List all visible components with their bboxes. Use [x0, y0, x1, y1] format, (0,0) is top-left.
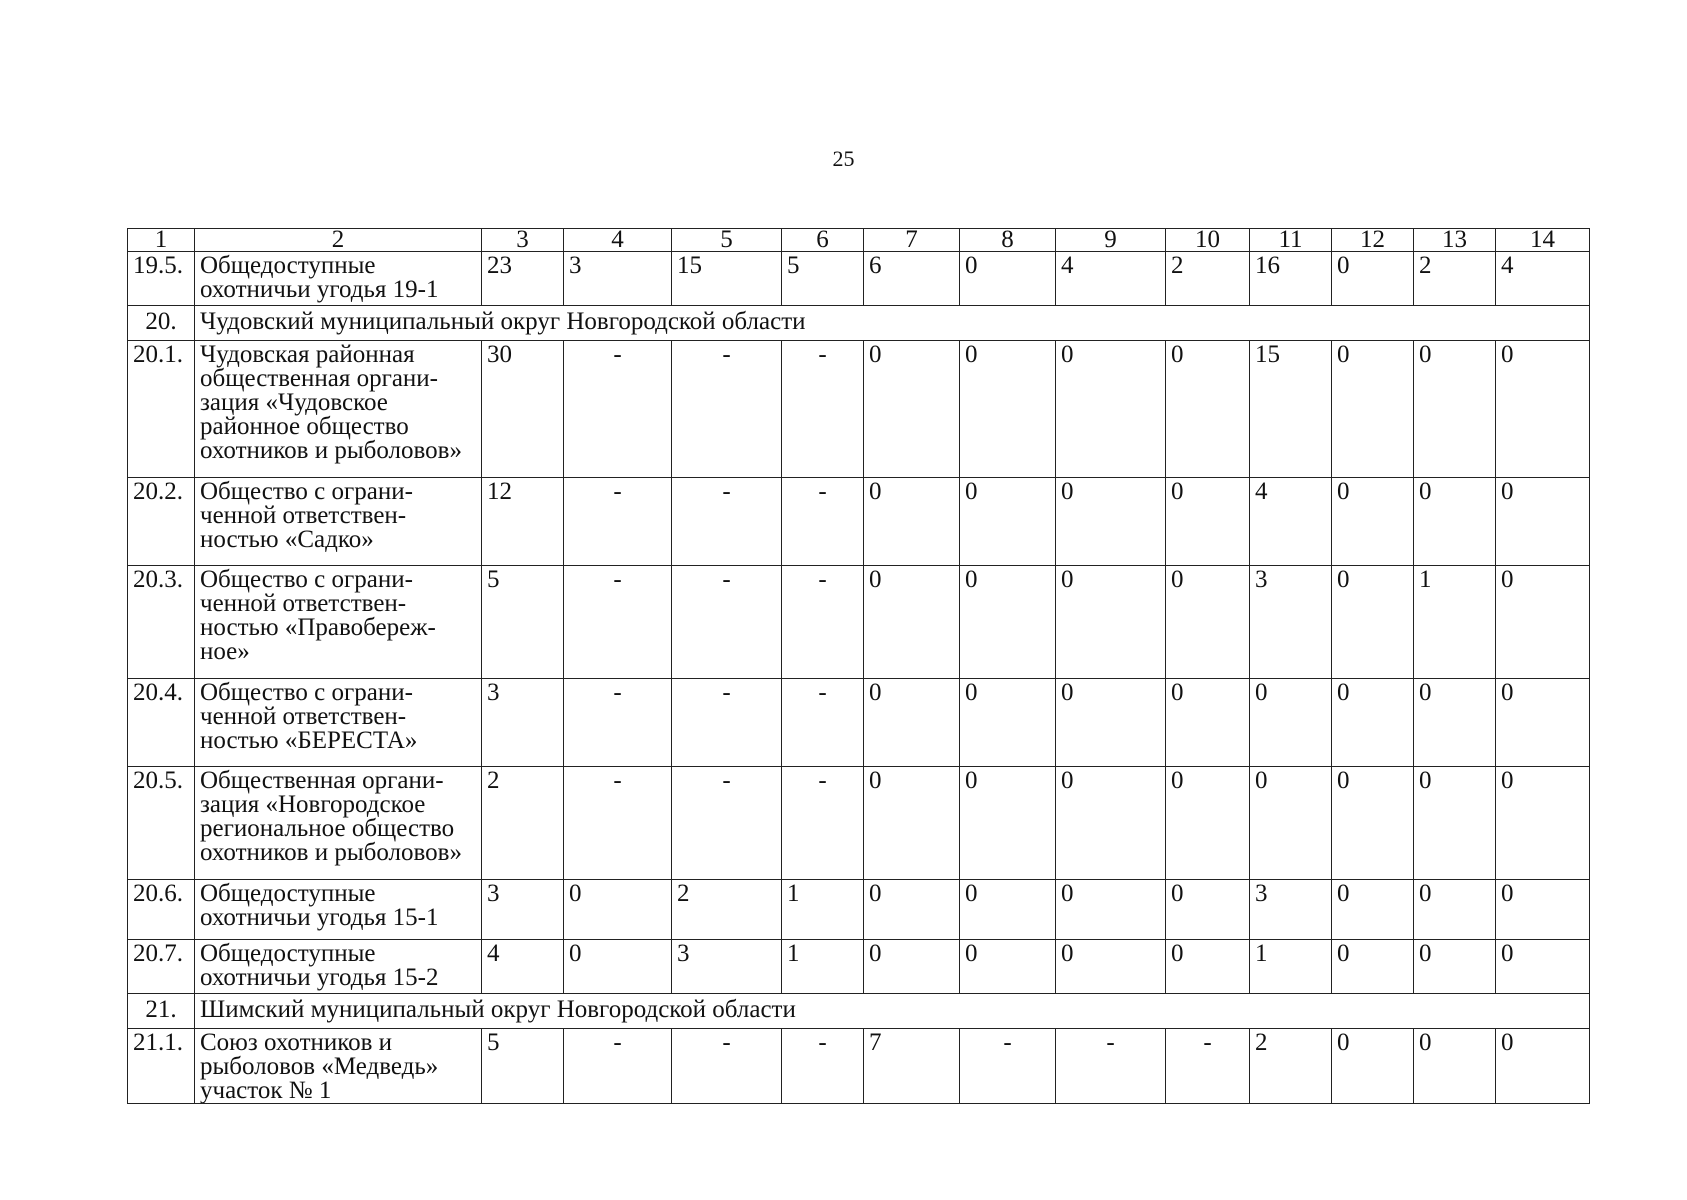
- table-cell: 4: [1496, 252, 1590, 306]
- table-cell: 3: [672, 940, 782, 994]
- table-cell: -: [672, 341, 782, 478]
- table-cell: 0: [864, 679, 960, 767]
- table-cell: 0: [564, 940, 672, 994]
- table-cell: 2: [1250, 1029, 1332, 1104]
- table-cell: 1: [1250, 940, 1332, 994]
- table-cell: 0: [1496, 679, 1590, 767]
- table-cell: 1: [1414, 566, 1496, 679]
- table-cell: 0: [1332, 252, 1414, 306]
- table-cell: 0: [1332, 940, 1414, 994]
- section-number: 20.: [128, 306, 195, 341]
- table-cell: 0: [864, 478, 960, 566]
- table-cell: 4: [482, 940, 564, 994]
- column-header: 10: [1166, 229, 1250, 252]
- column-header: 8: [960, 229, 1056, 252]
- table-cell: 0: [960, 767, 1056, 880]
- column-header: 1: [128, 229, 195, 252]
- table-cell: 2: [1414, 252, 1496, 306]
- table-cell: 0: [1414, 767, 1496, 880]
- table-row: [128, 252, 1590, 306]
- table-cell: 3: [564, 252, 672, 306]
- table-cell: 0: [1056, 566, 1166, 679]
- row-name: Общедоступные охотничьи угодья 15-2: [195, 940, 482, 994]
- table-cell: 15: [672, 252, 782, 306]
- table-cell: 0: [1332, 341, 1414, 478]
- table-cell: 4: [1056, 252, 1166, 306]
- table-cell: -: [564, 566, 672, 679]
- table-cell: 0: [1332, 478, 1414, 566]
- table-cell: 0: [1414, 679, 1496, 767]
- table-cell: 3: [1250, 566, 1332, 679]
- table-cell: 2: [672, 880, 782, 940]
- table-cell: 0: [1414, 940, 1496, 994]
- table-cell: 0: [1496, 767, 1590, 880]
- table-cell: 0: [1166, 767, 1250, 880]
- table-cell: 2: [482, 767, 564, 880]
- row-number: 20.5.: [128, 767, 195, 880]
- data-table: [127, 228, 1590, 1104]
- table-cell: 15: [1250, 341, 1332, 478]
- table-cell: 4: [1250, 478, 1332, 566]
- row-name: Общество с ограни-ченной ответствен-ностью «БЕРЕСТА»: [195, 679, 482, 767]
- section-title: Чудовский муниципальный округ Новгородской области: [195, 306, 1590, 341]
- row-name: Общедоступные охотничьи угодья 15-1: [195, 880, 482, 940]
- table-cell: 6: [864, 252, 960, 306]
- table-body: [128, 229, 1590, 1104]
- table-row: [128, 1029, 1590, 1104]
- table-cell: 0: [864, 767, 960, 880]
- section-number: 21.: [128, 994, 195, 1029]
- table-cell: 12: [482, 478, 564, 566]
- row-number: 20.7.: [128, 940, 195, 994]
- table-cell: 0: [960, 252, 1056, 306]
- table-cell: 5: [782, 252, 864, 306]
- table-cell: 0: [1250, 679, 1332, 767]
- table-cell: 0: [1414, 880, 1496, 940]
- table-cell: -: [564, 1029, 672, 1104]
- table-cell: 0: [1332, 679, 1414, 767]
- page-number: 25: [832, 146, 855, 171]
- row-number: 20.2.: [128, 478, 195, 566]
- table-row: [128, 940, 1590, 994]
- row-name: Общество с ограни-ченной ответствен-ностью «Правобереж-ное»: [195, 566, 482, 679]
- table-cell: -: [564, 478, 672, 566]
- table-cell: -: [782, 679, 864, 767]
- table-cell: 0: [1332, 1029, 1414, 1104]
- table-cell: 0: [1496, 341, 1590, 478]
- table-cell: 0: [960, 940, 1056, 994]
- table-cell: 0: [1166, 478, 1250, 566]
- table-cell: 0: [1496, 1029, 1590, 1104]
- table-cell: -: [564, 767, 672, 880]
- section-title: Шимский муниципальный округ Новгородской области: [195, 994, 1590, 1029]
- row-name: Чудовская районная общественная органи-зация «Чудовское районное общество охотников и рыболовов»: [195, 341, 482, 478]
- table-cell: 0: [1056, 940, 1166, 994]
- table-cell: 2: [1166, 252, 1250, 306]
- table-cell: -: [672, 767, 782, 880]
- table-cell: -: [782, 767, 864, 880]
- table-cell: -: [960, 1029, 1056, 1104]
- column-header: 14: [1496, 229, 1590, 252]
- table-cell: 0: [960, 341, 1056, 478]
- table-cell: -: [782, 566, 864, 679]
- table-cell: 0: [1496, 566, 1590, 679]
- table-cell: 0: [1056, 341, 1166, 478]
- table-cell: -: [782, 1029, 864, 1104]
- column-header: 7: [864, 229, 960, 252]
- table-cell: 0: [1056, 478, 1166, 566]
- row-number: 19.5.: [128, 252, 195, 306]
- row-name: Общество с ограни-ченной ответствен-ностью «Садко»: [195, 478, 482, 566]
- table-cell: -: [1056, 1029, 1166, 1104]
- table-cell: 0: [1056, 767, 1166, 880]
- row-name: Общедоступные охотничьи угодья 19-1: [195, 252, 482, 306]
- table-cell: 0: [1056, 880, 1166, 940]
- row-number: 20.3.: [128, 566, 195, 679]
- table-cell: -: [564, 341, 672, 478]
- row-number: 21.1.: [128, 1029, 195, 1104]
- table-cell: 3: [482, 880, 564, 940]
- table-cell: 0: [864, 341, 960, 478]
- table-cell: 0: [864, 940, 960, 994]
- column-header: 12: [1332, 229, 1414, 252]
- table-cell: -: [672, 566, 782, 679]
- table-cell: 0: [960, 880, 1056, 940]
- table-cell: 0: [1250, 767, 1332, 880]
- table-cell: 7: [864, 1029, 960, 1104]
- row-name: Общественная органи-зация «Новгородское региональное общество охотников и рыболовов»: [195, 767, 482, 880]
- table-cell: 0: [1166, 940, 1250, 994]
- table-cell: 0: [1414, 341, 1496, 478]
- table-cell: 3: [482, 679, 564, 767]
- table-cell: 5: [482, 566, 564, 679]
- column-header: 2: [195, 229, 482, 252]
- table-cell: 0: [1332, 767, 1414, 880]
- table-cell: 0: [864, 880, 960, 940]
- table-cell: 1: [782, 940, 864, 994]
- table-cell: 0: [1496, 940, 1590, 994]
- table-row: [128, 767, 1590, 880]
- table-cell: 0: [960, 566, 1056, 679]
- table-row: [128, 880, 1590, 940]
- table-cell: 16: [1250, 252, 1332, 306]
- table-row: [128, 478, 1590, 566]
- table-cell: 0: [1166, 566, 1250, 679]
- column-header: 4: [564, 229, 672, 252]
- table-cell: 3: [1250, 880, 1332, 940]
- table-cell: 0: [1496, 880, 1590, 940]
- section-row: [128, 306, 1590, 341]
- table-cell: -: [564, 679, 672, 767]
- column-header: 3: [482, 229, 564, 252]
- table-cell: 0: [564, 880, 672, 940]
- table-cell: 0: [960, 478, 1056, 566]
- table-cell: 23: [482, 252, 564, 306]
- column-header: 13: [1414, 229, 1496, 252]
- table-cell: 0: [1056, 679, 1166, 767]
- column-header: 11: [1250, 229, 1332, 252]
- table-cell: -: [672, 679, 782, 767]
- table-cell: 5: [482, 1029, 564, 1104]
- table-cell: 0: [1414, 478, 1496, 566]
- table-cell: -: [782, 341, 864, 478]
- table-cell: 0: [1332, 880, 1414, 940]
- table-cell: 0: [864, 566, 960, 679]
- row-number: 20.1.: [128, 341, 195, 478]
- column-header: 6: [782, 229, 864, 252]
- table-cell: 1: [782, 880, 864, 940]
- section-row: [128, 994, 1590, 1029]
- row-name: Союз охотников и рыболовов «Медведь» участок № 1: [195, 1029, 482, 1104]
- table-cell: 30: [482, 341, 564, 478]
- table-cell: -: [672, 1029, 782, 1104]
- table-cell: -: [672, 478, 782, 566]
- table-cell: 0: [960, 679, 1056, 767]
- table-cell: 0: [1166, 880, 1250, 940]
- table-row: [128, 679, 1590, 767]
- table-cell: 0: [1166, 341, 1250, 478]
- row-number: 20.4.: [128, 679, 195, 767]
- table-cell: -: [1166, 1029, 1250, 1104]
- column-number-row: [128, 229, 1590, 252]
- table-cell: 0: [1414, 1029, 1496, 1104]
- table-row: [128, 341, 1590, 478]
- table-cell: 0: [1496, 478, 1590, 566]
- row-number: 20.6.: [128, 880, 195, 940]
- column-header: 5: [672, 229, 782, 252]
- table-cell: 0: [1166, 679, 1250, 767]
- column-header: 9: [1056, 229, 1166, 252]
- table-cell: -: [782, 478, 864, 566]
- table-row: [128, 566, 1590, 679]
- table-cell: 0: [1332, 566, 1414, 679]
